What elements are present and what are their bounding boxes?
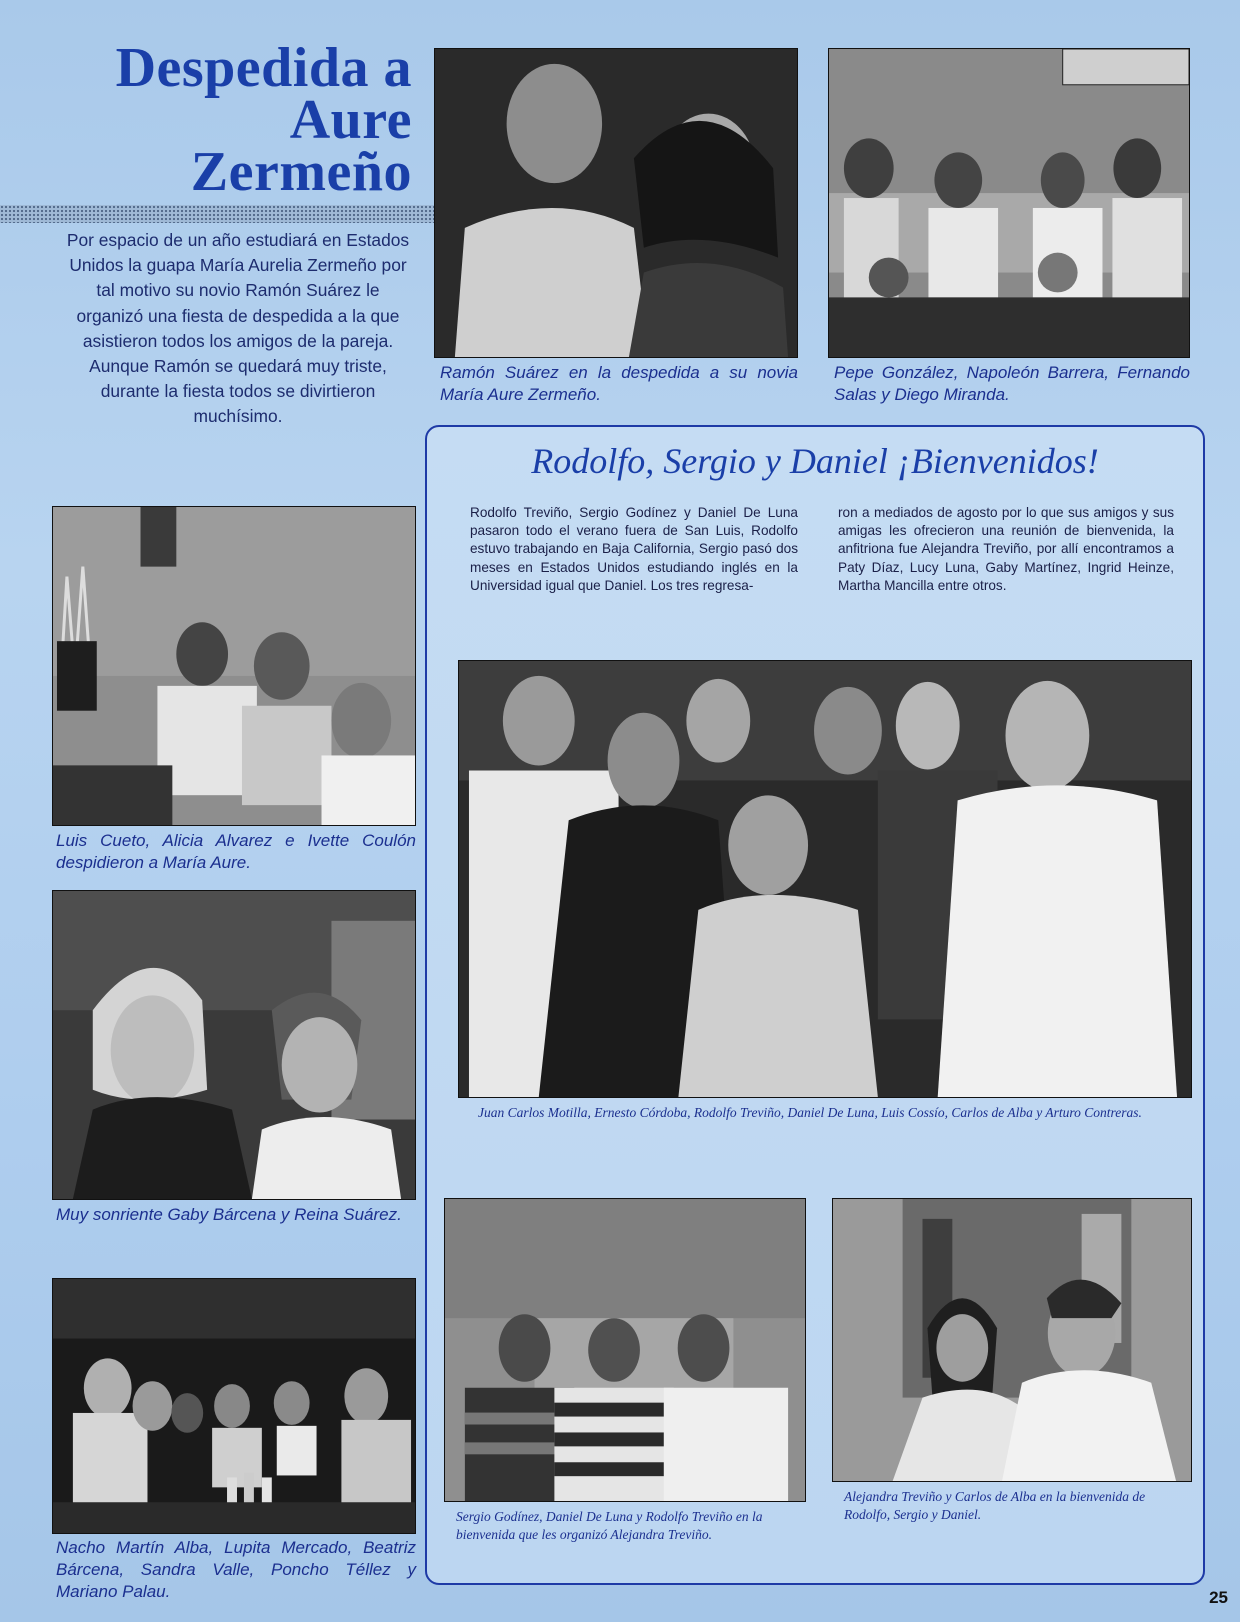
dotted-divider bbox=[0, 205, 442, 223]
welcome-column-2: ron a mediados de agosto por lo que sus amigos y sus amigas les ofrecieron una reunión de bienvenida, la anfitriona fue Alejandra Treviño, por allí encontramos a Paty Díaz, Lucy Luna, Gaby Martínez, Ingrid Heinze, Martha Mancilla entre otros. bbox=[838, 505, 1174, 593]
caption-couple: Alejandra Treviño y Carlos de Alba en la bienvenida de Rodolfo, Sergio y Daniel. bbox=[844, 1489, 1146, 1522]
caption-pepe: Pepe González, Napoleón Barrera, Fernando Salas y Diego Miranda. bbox=[834, 363, 1190, 404]
caption-luis: Luis Cueto, Alicia Alvarez e Ivette Coulón despidieron a María Aure. bbox=[56, 831, 416, 872]
caption-trio: Sergio Godínez, Daniel De Luna y Rodolfo Treviño en la bienvenida que les organizó Alejandra Treviño. bbox=[456, 1509, 763, 1542]
caption-nacho: Nacho Martín Alba, Lupita Mercado, Beatriz Bárcena, Sandra Valle, Poncho Téllez y Mariano Palau. bbox=[56, 1538, 416, 1601]
article-title bbox=[40, 37, 412, 203]
caption-gaby: Muy sonriente Gaby Bárcena y Reina Suárez. bbox=[56, 1205, 402, 1224]
photo-ramon-aure bbox=[434, 48, 798, 358]
welcome-title: Rodolfo, Sergio y Daniel ¡Bienvenidos! bbox=[531, 441, 1099, 481]
photo-luis-alicia-ivette bbox=[52, 506, 416, 826]
photo-welcome-group bbox=[458, 660, 1192, 1098]
welcome-column-1: Rodolfo Treviño, Sergio Godínez y Daniel De Luna pasaron todo el verano fuera de San Luis, Rodolfo estuvo trabajando en Baja California, Sergio pasó dos meses en Estados Unidos estudiando inglés en la Universidad igual que Daniel. Los tres regresa- bbox=[470, 505, 798, 593]
title-line-2: Aure bbox=[289, 89, 412, 151]
photo-gaby-reina bbox=[52, 890, 416, 1200]
page-number: 25 bbox=[1209, 1588, 1228, 1607]
title-line-3: Zermeño bbox=[190, 141, 412, 203]
photo-nacho-group bbox=[52, 1278, 416, 1534]
caption-welcome-group: Juan Carlos Motilla, Ernesto Córdoba, Rodolfo Treviño, Daniel De Luna, Luis Cossío, Carlos de Alba y Arturo Contreras. bbox=[478, 1105, 1142, 1120]
caption-ramon: Ramón Suárez en la despedida a su novia María Aure Zermeño. bbox=[440, 363, 798, 404]
title-line-1: Despedida a bbox=[115, 37, 412, 99]
photo-trio bbox=[444, 1198, 806, 1502]
photo-four-friends bbox=[828, 48, 1190, 358]
photo-couple bbox=[832, 1198, 1192, 1482]
intro-paragraph: Por espacio de un año estudiará en Estados Unidos la guapa María Aurelia Zermeño por tal motivo su novio Ramón Suárez le organizó una fiesta de despedida a la que asistieron todos los amigos de la pareja. Aunque Ramón se quedará muy triste, durante la fiesta todos se divirtieron muchísimo. bbox=[66, 230, 410, 427]
